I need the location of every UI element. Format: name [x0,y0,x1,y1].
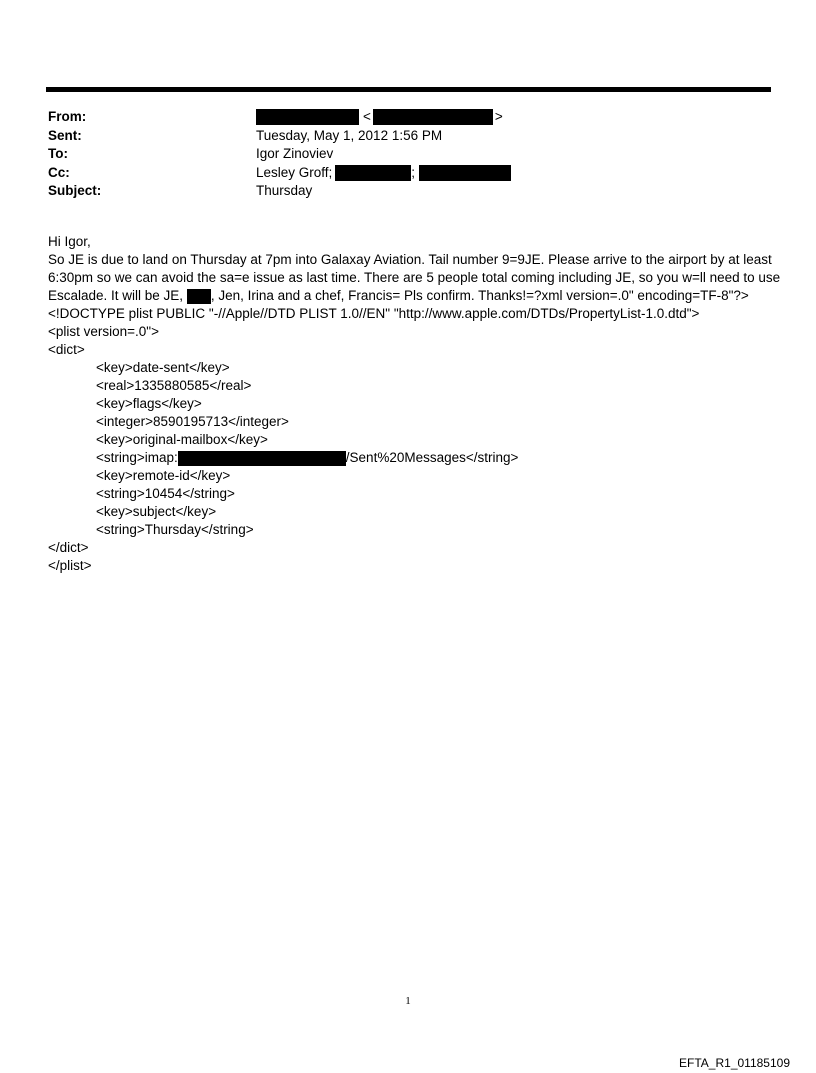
key-remote-id: <key>remote-id</key> [96,468,231,483]
key-date-sent: <key>date-sent</key> [96,360,230,375]
key-flags: <key>flags</key> [96,396,202,411]
page-number: 1 [405,995,411,1007]
email-body [48,233,781,575]
cc-value: Lesley Groff; [256,164,333,180]
value-subject: <string>Thursday</string> [96,522,254,537]
redacted-sender-email [373,109,493,125]
body-line-1: So JE is due to land on Thursday at 7pm into Galaxay Aviation. Tail number 9=9JE. Please arrive to the airport by at least [48,252,772,267]
value-date-sent: <real>1335880585</real> [96,378,252,393]
to-value: Igor Zinoviev [256,146,334,161]
sent-value: Tuesday, May 1, 2012 1:56 PM [256,127,443,143]
subject-value: Thursday [256,183,313,198]
dict-close: </dict> [48,540,89,555]
key-original-mailbox: <key>original-mailbox</key> [96,432,268,447]
cc-row: Cc: Lesley Groff; ; [48,164,511,183]
greeting: Hi Igor, [48,234,91,249]
to-row [48,145,511,164]
body-line-2: 6:30pm so we can avoid the sa=e issue as last time. There are 5 people total coming including JE, so you w=ll need to use [48,270,781,285]
cc-label: Cc: [48,164,70,180]
plist-close: </plist> [48,558,92,573]
from-label: From: [48,109,87,124]
redacted-cc-2 [419,165,511,181]
email-header [48,108,511,201]
from-row: From: < > [48,108,511,127]
header-rule [46,87,771,92]
plist-open: <plist version=.0"> [48,324,159,339]
redacted-cc-1 [335,165,411,181]
subject-label: Subject: [48,183,102,198]
sent-label: Sent: [48,127,82,143]
dict-open: <dict> [48,342,85,357]
to-label: To: [48,146,68,161]
value-remote-id: <string>10454</string> [96,486,235,501]
redacted-name [187,289,211,304]
subject-row [48,182,511,201]
value-original-mailbox: <string>imap: /Sent%20Messages</string> [96,450,519,465]
redacted-sender-name [256,109,359,125]
key-subject: <key>subject</key> [96,504,217,519]
document-id: EFTA_R1_01185109 [679,1056,790,1070]
body-line-3: Escalade. It will be JE, , Jen, Irina and a chef, Francis= Pls confirm. Thanks!=?xml version=.0" encoding=TF-8"?> [48,288,749,303]
sent-row [48,127,511,146]
redacted-mailbox [178,451,346,466]
value-flags: <integer>8590195713</integer> [96,414,289,429]
doctype-line: <!DOCTYPE plist PUBLIC "-//Apple//DTD PLIST 1.0//EN" "http://www.apple.com/DTDs/PropertyList-1.0.dtd"> [48,306,700,321]
